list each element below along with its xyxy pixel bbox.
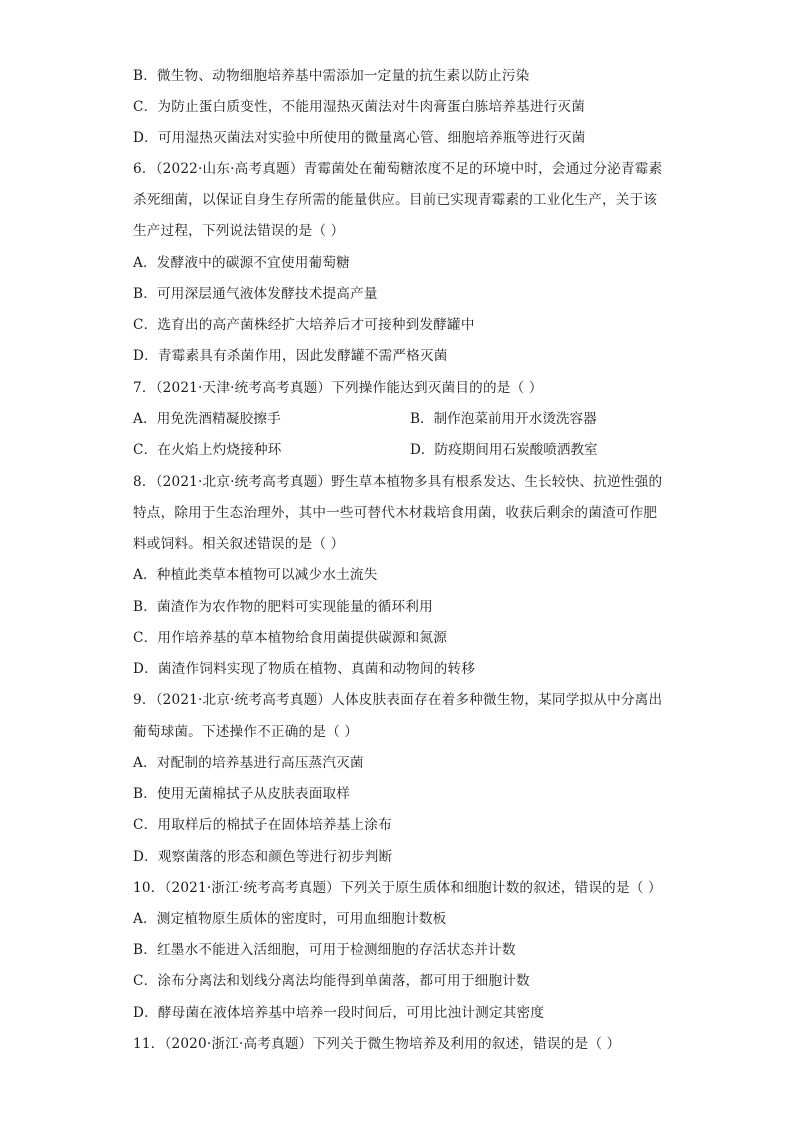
q6-option-c: C．选育出的高产菌株经扩大培养后才可接种到发酵罐中 bbox=[133, 317, 475, 333]
q7-option-c: C．在火焰上灼烧接种环 bbox=[133, 442, 282, 458]
q9-option-b: B．使用无菌棉拭子从皮肤表面取样 bbox=[133, 786, 351, 802]
q11-stem: 11．（2020·浙江·高考真题）下列关于微生物培养及利用的叙述，错误的是（ ） bbox=[133, 1036, 621, 1052]
q10-option-c: C．涂布分离法和划线分离法均能得到单菌落，都可用于细胞计数 bbox=[133, 973, 530, 989]
q7-stem: 7．（2021·天津·统考高考真题）下列操作能达到灭菌目的的是（ ） bbox=[133, 380, 543, 396]
q10-option-b: B．红墨水不能进入活细胞，可用于检测细胞的存活状态并计数 bbox=[133, 942, 516, 958]
q7-option-b: B．制作泡菜前用开水烫洗容器 bbox=[410, 411, 597, 427]
q5-option-b: B．微生物、动物细胞培养基中需添加一定量的抗生素以防止污染 bbox=[133, 68, 530, 84]
q8-option-c: C．用作培养基的草本植物给食用菌提供碳源和氮源 bbox=[133, 630, 448, 646]
q8-option-b: B．菌渣作为农作物的肥料可实现能量的循环利用 bbox=[133, 599, 433, 615]
q10-option-d: D．酵母菌在液体培养基中培养一段时间后，可用比浊计测定其密度 bbox=[133, 1005, 545, 1021]
q6-stem-line-1: 6．（2022·山东·高考真题）青霉菌处在葡萄糖浓度不足的环境中时，会通过分泌青霉素 bbox=[133, 161, 663, 177]
q6-option-a: A．发酵液中的碳源不宜使用葡萄糖 bbox=[133, 255, 350, 271]
q8-stem-line-1: 8．（2021·北京·统考高考真题）野生草本植物多具有根系发达、生长较快、抗逆性强的 bbox=[133, 474, 663, 490]
q7-option-d: D．防疫期间用石炭酸喷洒教室 bbox=[410, 442, 598, 458]
q9-option-c: C．用取样后的棉拭子在固体培养基上涂布 bbox=[133, 817, 392, 833]
q9-option-a: A．对配制的培养基进行高压蒸汽灭菌 bbox=[133, 755, 364, 771]
q8-option-a: A．种植此类草本植物可以减少水土流失 bbox=[133, 567, 378, 583]
q9-stem-line-1: 9．（2021·北京·统考高考真题）人体皮肤表面存在着多种微生物，某同学拟从中分离出 bbox=[133, 692, 663, 708]
q6-option-b: B．可用深层通气液体发酵技术提高产量 bbox=[133, 286, 378, 302]
q8-stem-line-3: 料或饲料。相关叙述错误的是（ ） bbox=[133, 536, 345, 552]
q5-option-c: C．为防止蛋白质变性，不能用湿热灭菌法对牛肉膏蛋白胨培养基进行灭菌 bbox=[133, 99, 585, 115]
q10-option-a: A．测定植物原生质体的密度时，可用血细胞计数板 bbox=[133, 911, 447, 927]
q9-stem-line-2: 葡萄球菌。下述操作不正确的是（ ） bbox=[133, 724, 359, 740]
q6-stem-line-2: 杀死细菌，以保证自身生存所需的能量供应。目前已实现青霉素的工业化生产，关于该 bbox=[133, 192, 658, 208]
q6-option-d: D．青霉素具有杀菌作用，因此发酵罐不需严格灭菌 bbox=[133, 348, 448, 364]
q8-stem-line-2: 特点，除用于生态治理外，其中一些可替代木材栽培食用菌，收获后剩余的菌渣可作肥 bbox=[133, 505, 658, 521]
q6-stem-line-3: 生产过程，下列说法错误的是（ ） bbox=[133, 223, 345, 239]
q8-option-d: D．菌渣作饲料实现了物质在植物、真菌和动物间的转移 bbox=[133, 661, 476, 677]
q7-option-a: A．用免洗酒精凝胶擦手 bbox=[133, 411, 281, 427]
q10-stem: 10．（2021·浙江·统考高考真题）下列关于原生质体和细胞计数的叙述，错误的是（ ） bbox=[133, 880, 662, 896]
q9-option-d: D．观察菌落的形态和颜色等进行初步判断 bbox=[133, 849, 393, 865]
q5-option-d: D．可用湿热灭菌法对实验中所使用的微量离心管、细胞培养瓶等进行灭菌 bbox=[133, 130, 586, 146]
